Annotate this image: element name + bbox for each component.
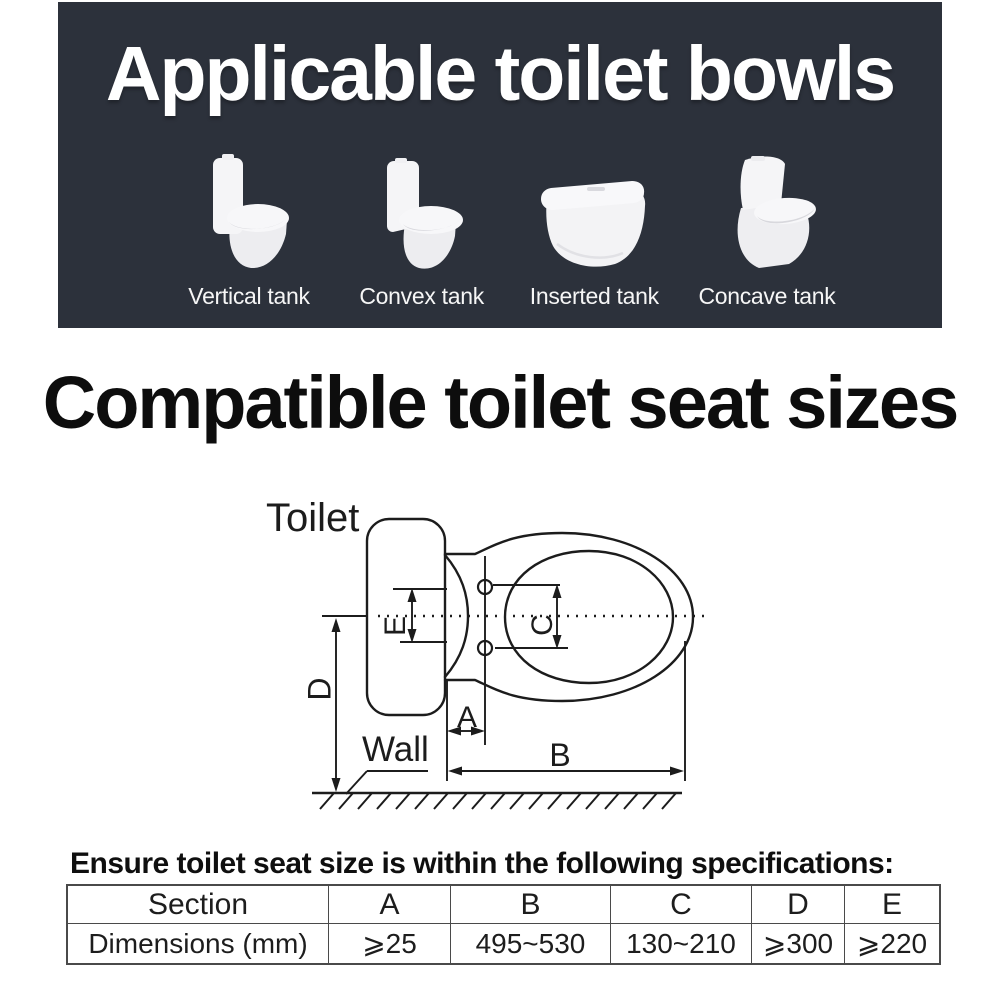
toilet-concave-tank-image bbox=[715, 154, 819, 274]
row-label-dimensions: Dimensions (mm) bbox=[67, 924, 329, 965]
header-c: C bbox=[611, 885, 752, 924]
header-b: B bbox=[451, 885, 611, 924]
toilet-label-inserted-tank: Inserted tank bbox=[529, 283, 659, 309]
value-a: ⩾25 bbox=[329, 924, 451, 965]
header-section: Section bbox=[67, 885, 329, 924]
toilet-row bbox=[163, 142, 853, 310]
spec-table bbox=[66, 884, 941, 965]
spec-intro-text: Ensure toilet seat size is within the following specifications: bbox=[70, 847, 894, 880]
toilet-convex-tank-image bbox=[379, 158, 465, 274]
seat-sizes-title: Compatible toilet seat sizes bbox=[42, 361, 958, 444]
applicable-bowls-banner bbox=[58, 2, 942, 328]
toilet-label-convex-tank: Convex tank bbox=[359, 283, 484, 309]
toilet-item-convex-tank bbox=[336, 142, 508, 310]
spec-table-values-row bbox=[67, 924, 940, 965]
toilet-vertical-tank-image bbox=[207, 154, 291, 274]
seat-dimensions-diagram bbox=[230, 485, 730, 820]
header-e: E bbox=[845, 885, 941, 924]
dim-label-a: A bbox=[456, 701, 478, 734]
toilet-inserted-tank-image bbox=[535, 174, 653, 274]
header-d: D bbox=[752, 885, 845, 924]
dim-label-c: C bbox=[525, 614, 559, 636]
toilet-label-concave-tank: Concave tank bbox=[698, 283, 836, 309]
dim-label-d: D bbox=[301, 677, 338, 701]
value-e: ⩾220 bbox=[845, 924, 941, 965]
ground-hatching bbox=[320, 793, 676, 809]
toilet-item-vertical-tank bbox=[163, 142, 335, 310]
toilet-text-label: Toilet bbox=[266, 496, 360, 540]
banner-title: Applicable toilet bowls bbox=[105, 31, 895, 117]
header-a: A bbox=[329, 885, 451, 924]
value-b: 495~530 bbox=[451, 924, 611, 965]
value-d: ⩾300 bbox=[752, 924, 845, 965]
dim-label-e: E bbox=[378, 615, 412, 637]
value-c: 130~210 bbox=[611, 924, 752, 965]
toilet-item-inserted-tank bbox=[508, 142, 680, 310]
wall-text-label: Wall bbox=[362, 730, 429, 769]
toilet-label-vertical-tank: Vertical tank bbox=[188, 283, 310, 309]
toilet-item-concave-tank bbox=[681, 142, 853, 310]
dim-label-b: B bbox=[549, 737, 571, 773]
seat-back-edge bbox=[445, 555, 468, 677]
wall-symbol-line bbox=[346, 771, 428, 794]
spec-table-header-row bbox=[67, 885, 940, 924]
